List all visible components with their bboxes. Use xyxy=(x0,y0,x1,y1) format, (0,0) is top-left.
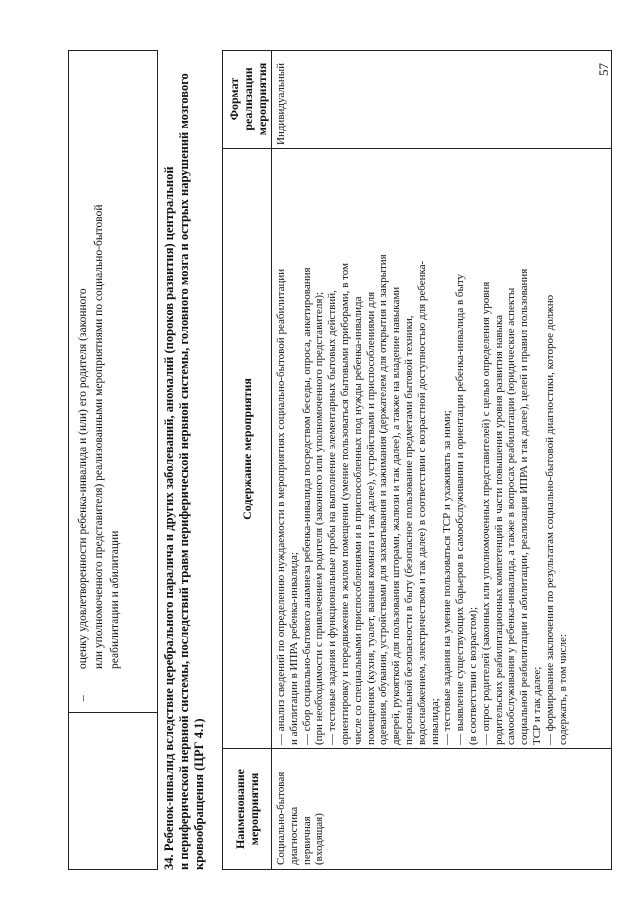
section-heading-line: и периферической нервной системы, последствий травм периферической нервной системы, головного мозга и острых нарушений мозгового xyxy=(177,73,191,870)
content-line: — анализ сведений по определению нуждаемости в мероприятиях социально-бытовой реабилитации xyxy=(275,268,287,745)
continuation-line: или уполномоченного представителя) реализованными мероприятиями по социально-бытовой xyxy=(93,204,105,669)
header-name: Наименование мероприятия xyxy=(233,769,261,849)
content-line: (в соответствии с возрастом); xyxy=(466,606,479,745)
content-line: и абилитации в ИПРА ребенка-инвалида; xyxy=(287,552,300,745)
content-line: — выявление существующих барьеров в самообслуживании и ориентации ребенка-инвалида в быту xyxy=(454,273,467,745)
header-format: Формат реализации мероприятия xyxy=(227,62,269,136)
content-line: одевания, обувания, устройствами для захватывания и зажимания (держателем для открытия и закрытия xyxy=(377,254,390,745)
content-line: — тестовые задания на умение пользоваться ТСР и ухаживать за ними; xyxy=(441,410,454,745)
content-line: ориентировку и передвижение в жилом помещении (умение пользоваться бытовыми приборами, в том xyxy=(338,263,351,745)
content-line: — сбор социально-бытового анамнеза ребенка-инвалида посредством беседы, опроса, анкетирования xyxy=(300,267,313,745)
section-heading-line: кровообращения (ЦРГ 4.1) xyxy=(192,718,206,870)
continuation-table xyxy=(68,50,158,870)
content-line: — опрос родителей (законных или уполномоченных представителей) с целью определения уровня xyxy=(479,281,492,745)
content-line: социальной реабилитации и абилитации, реализация ИПРА и так далее), целей и правил пользования xyxy=(518,268,531,745)
header-content: Содержание мероприятия xyxy=(240,378,254,520)
content-line: ТСР и так далее; xyxy=(530,666,543,745)
activities-table xyxy=(222,50,612,870)
content-line: числе со специальными приспособлениями и в приспособленных под нужды ребенка-инвалида xyxy=(351,296,364,745)
column-divider xyxy=(223,148,611,149)
page-number: 57 xyxy=(596,63,611,76)
row-activity-format: Индивидуальный xyxy=(275,63,287,145)
continuation-line: реабилитации и абилитации xyxy=(109,530,121,669)
content-line: дверей, рукояткой для пользования шторами, жалюзи и так далее), а также на владение навыками xyxy=(390,286,403,745)
content-line: персональной безопасности в быту (безопасное пользование предметами бытовой техники, xyxy=(402,315,415,745)
column-divider xyxy=(223,748,611,749)
content-line: помещениях (кухня, туалет, ванная комната и так далее), устройствами и приспособлениями для xyxy=(364,291,377,745)
content-line: (при необходимости с привлечением родителя (законного или уполномоченного представителя); xyxy=(313,291,326,745)
continuation-line: оценку удовлетворенности ребенка-инвалида и (или) его родителя (законного xyxy=(77,288,89,669)
content-line: инвалида; xyxy=(428,698,441,745)
content-line: самообслуживания у ребенка-инвалида, а также в вопросах реабилитации (юридические аспекты xyxy=(505,287,518,745)
row-activity-content xyxy=(275,151,569,745)
section-heading-line: 34. Ребенок-инвалид вследствие церебрального паралича и других заболеваний, аномалий (пороков развития) центральной xyxy=(162,166,176,870)
content-line: — тестовые задания и функциональные пробы на выполнение элементарных бытовых действий, xyxy=(326,290,339,745)
continuation-content-cell xyxy=(69,51,157,713)
content-line: содержать, в том числе: xyxy=(556,634,569,745)
continuation-empty-cell xyxy=(69,712,157,869)
content-line: родительских реабилитационных компетенций в части повышения уровня развития навыка xyxy=(492,315,505,745)
row-activity-name: Социально-бытовая диагностика первичная (входящая) xyxy=(275,771,326,865)
content-line: — формирование заключения по результатам социально-бытовой диагностики, которое должно xyxy=(543,294,556,745)
continuation-dash: – xyxy=(77,695,89,701)
content-line: водоснабжением, электричеством и так далее) в соответствии с возрастной доступностью для ребенка- xyxy=(415,260,428,745)
header-divider xyxy=(271,51,272,869)
